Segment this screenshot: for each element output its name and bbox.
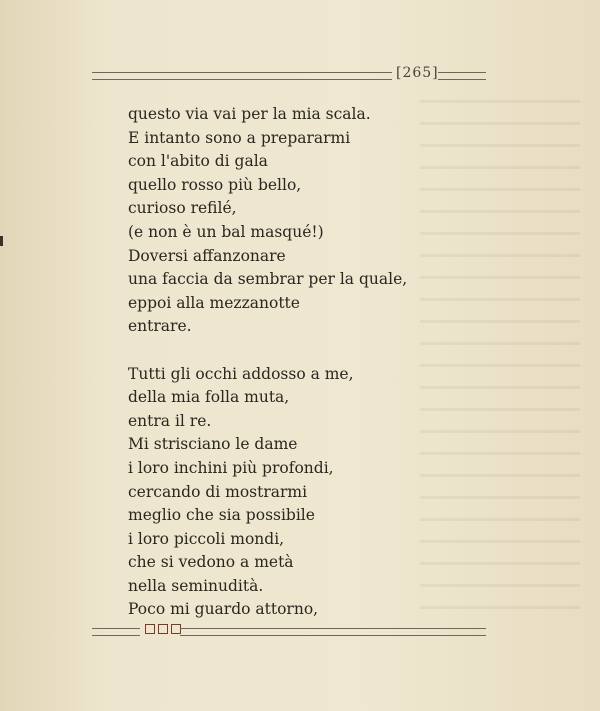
poem-line: che si vedono a metà bbox=[128, 553, 294, 572]
ornament-square-icon bbox=[145, 624, 155, 634]
poem-line: una faccia da sembrar per la quale, bbox=[128, 270, 408, 289]
poem-line: nella seminudità. bbox=[128, 576, 264, 595]
ornament-square-icon bbox=[158, 624, 168, 634]
poem-line: eppoi alla mezzanotte bbox=[128, 293, 300, 312]
poem-line: con l'abito di gala bbox=[128, 152, 268, 171]
poem-line: E intanto sono a prepararmi bbox=[128, 128, 351, 147]
footer-rule-right bbox=[180, 628, 486, 636]
bleed-through-texture bbox=[420, 100, 580, 620]
stanza-2 bbox=[128, 363, 428, 623]
poem-line: della mia folla muta, bbox=[128, 388, 290, 407]
poem-line: Doversi affanzonare bbox=[128, 246, 286, 265]
poem-line: entra il re. bbox=[128, 411, 212, 430]
poem-line: quello rosso più bello, bbox=[128, 175, 302, 194]
footer-rule-left bbox=[92, 628, 140, 636]
poem-line: i loro inchini più profondi, bbox=[128, 458, 334, 477]
poem-line: (e non è un bal masqué!) bbox=[128, 222, 324, 241]
poem-line: entrare. bbox=[128, 317, 192, 336]
page-edge-mark bbox=[0, 236, 3, 246]
poem-line: i loro piccoli mondi, bbox=[128, 529, 285, 548]
poem-body bbox=[128, 103, 428, 622]
poem-line: Poco mi guardo attorno, bbox=[128, 600, 319, 619]
header-rule-left bbox=[92, 72, 392, 80]
footer-ornament bbox=[145, 624, 181, 634]
poem-line: questo via vai per la mia scala. bbox=[128, 105, 371, 123]
stanza-gap bbox=[128, 339, 428, 363]
poem-line: meglio che sia possibile bbox=[128, 506, 315, 525]
stanza-1 bbox=[128, 103, 428, 339]
poem-line: curioso refilé, bbox=[128, 199, 237, 218]
header-rule-right bbox=[438, 72, 486, 80]
poem-line: Tutti gli occhi addosso a me, bbox=[128, 364, 354, 383]
page-number: [265] bbox=[396, 65, 439, 81]
poem-line: cercando di mostrarmi bbox=[128, 482, 308, 501]
poem-line: Mi strisciano le dame bbox=[128, 435, 298, 454]
